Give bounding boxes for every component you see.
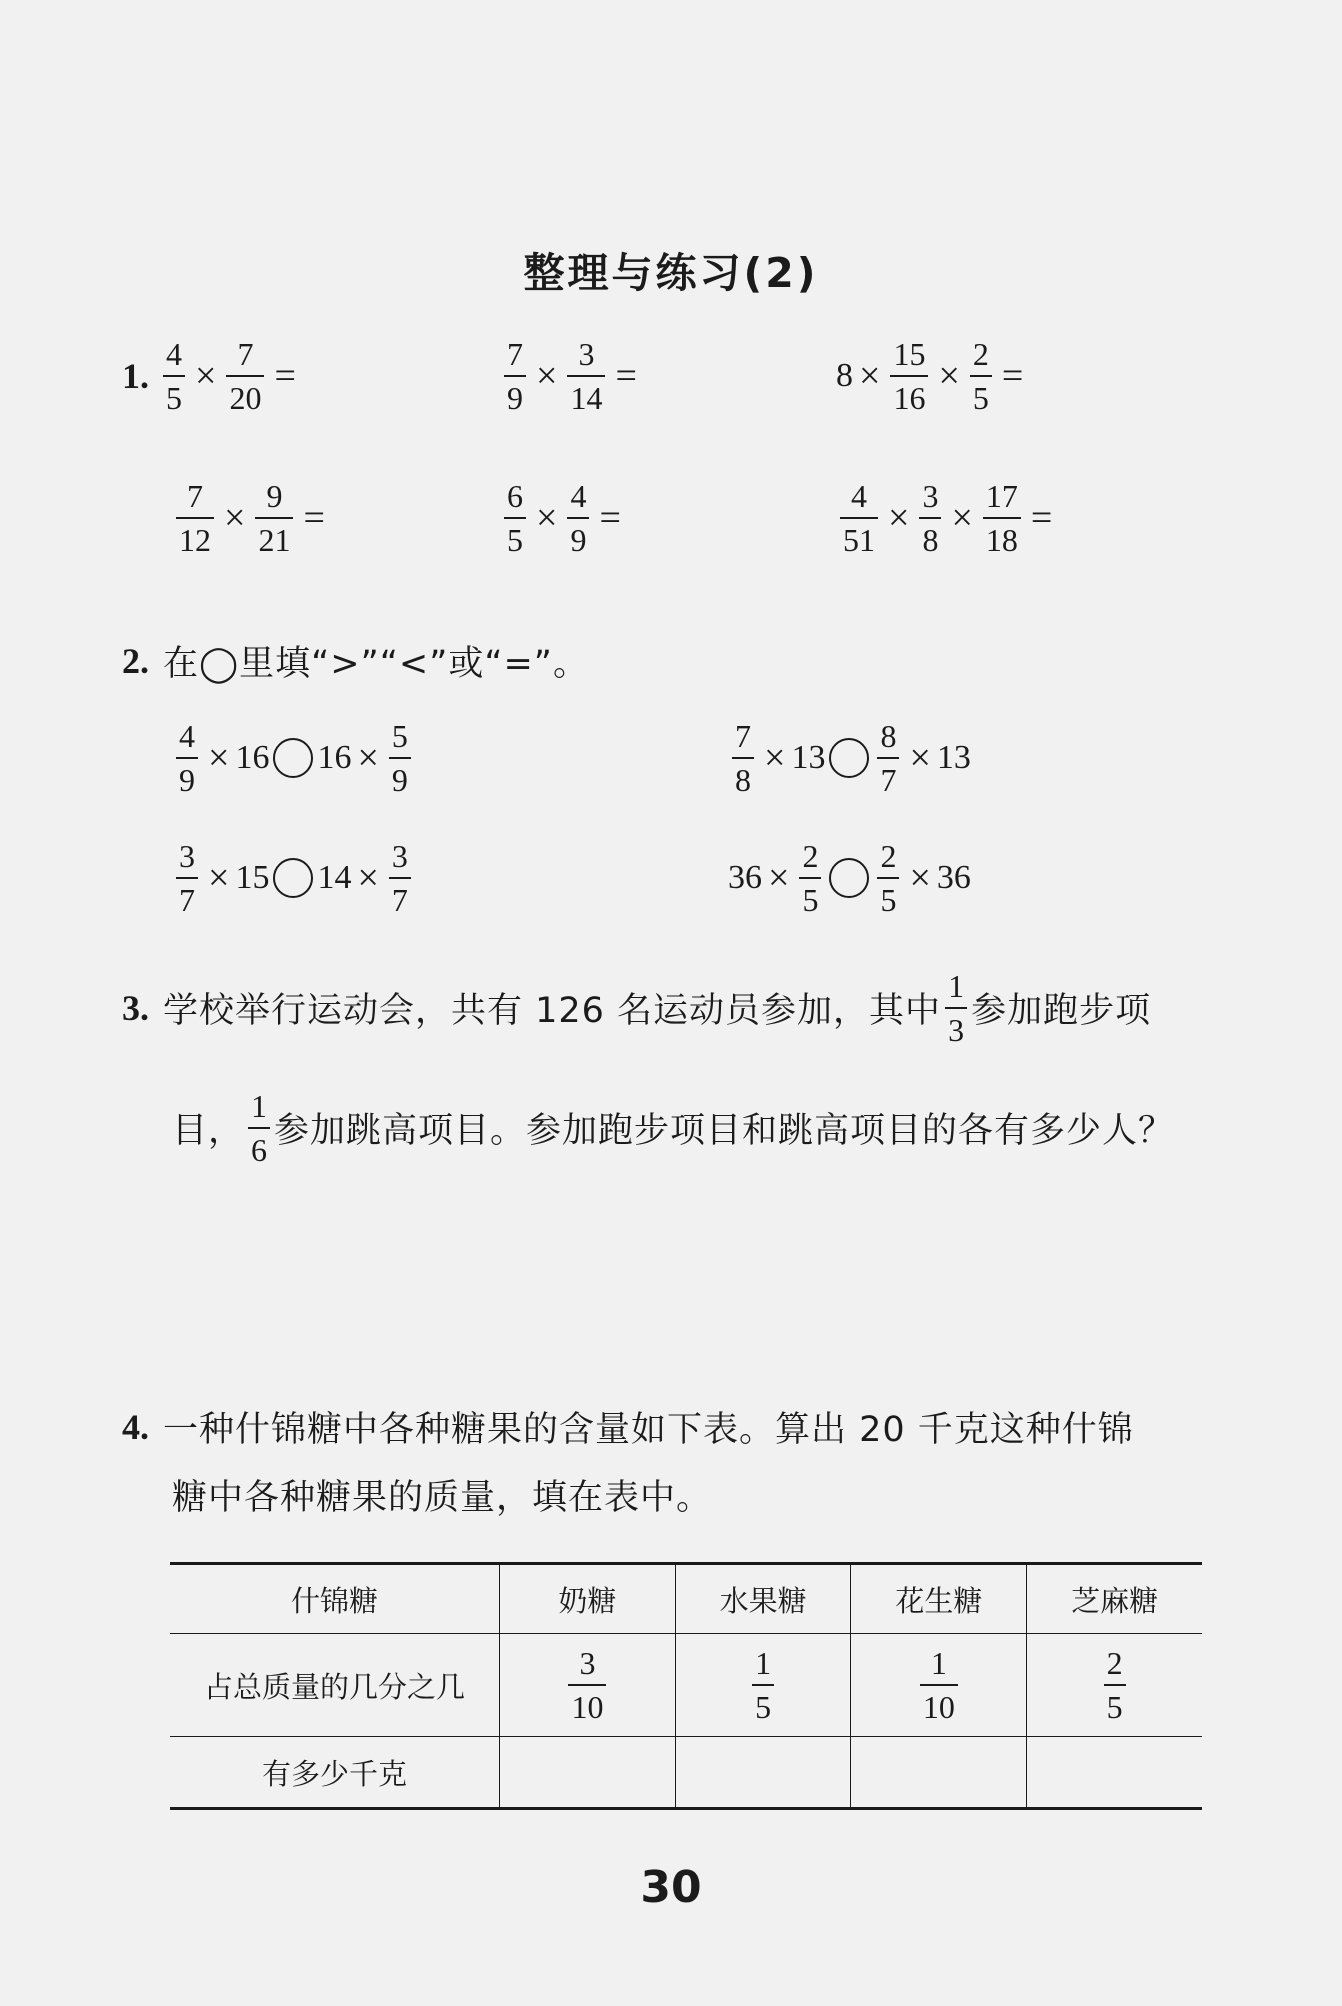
fraction: $\frac{2}{5}$ xyxy=(1104,1647,1126,1723)
q4-line2 xyxy=(172,1470,712,1520)
equals-sign: = xyxy=(274,355,296,397)
table-cell xyxy=(851,1634,1027,1737)
times-sign: × xyxy=(224,497,246,539)
answer-cell[interactable] xyxy=(500,1737,676,1809)
table-row-kg xyxy=(170,1737,1202,1809)
fraction: $\frac{1}{10}$ xyxy=(920,1647,958,1723)
times-sign: × xyxy=(909,857,931,899)
times-sign: × xyxy=(888,497,910,539)
fraction: $\frac{3}{10}$ xyxy=(568,1647,606,1723)
page-title: 整理与练习(2) xyxy=(523,249,819,297)
q2-item-a xyxy=(172,720,415,796)
fraction: $\frac{7}{8}$ xyxy=(732,720,754,796)
times-sign: × xyxy=(859,355,881,397)
q1-row1-c xyxy=(836,338,1029,414)
table-header-cell: 花生糖 xyxy=(851,1564,1027,1634)
answer-cell[interactable] xyxy=(675,1737,851,1809)
equals-sign: = xyxy=(615,355,637,397)
table-header-cell: 芝麻糖 xyxy=(1027,1564,1202,1634)
q1-row2-c xyxy=(836,480,1058,556)
times-sign: × xyxy=(764,737,786,779)
fraction: $\frac{4}{51}$ xyxy=(840,480,878,556)
fraction: $\frac{1}{5}$ xyxy=(752,1647,774,1723)
times-sign: × xyxy=(195,355,217,397)
table-row-label: 有多少千克 xyxy=(170,1737,500,1809)
fraction: $\frac{15}{16}$ xyxy=(890,338,928,414)
compare-circle[interactable] xyxy=(273,858,313,898)
fraction: $\frac{5}{9}$ xyxy=(389,720,411,796)
compare-circle[interactable] xyxy=(829,738,869,778)
q4-text: 一种什锦糖中各种糖果的含量如下表。算出 20 千克这种什锦 xyxy=(163,1410,1134,1450)
q1-row2-b xyxy=(500,480,627,556)
q3-text: 参加跑步项 xyxy=(971,991,1152,1031)
table-header-cell: 什锦糖 xyxy=(170,1564,500,1634)
number: 16 xyxy=(317,739,352,776)
q1-row1-b xyxy=(500,338,643,414)
fraction: $\frac{1}{3}$ xyxy=(945,970,967,1046)
q3-text: 学校举行运动会，共有 126 名运动员参加，其中 xyxy=(163,991,942,1031)
fraction: $\frac{3}{8}$ xyxy=(919,480,941,556)
times-sign: × xyxy=(357,737,379,779)
q3-line2 xyxy=(172,1090,1174,1166)
times-sign: × xyxy=(536,355,558,397)
fraction: $\frac{1}{6}$ xyxy=(248,1090,270,1166)
q4-text: 糖中各种糖果的质量，填在表中。 xyxy=(172,1478,713,1518)
fraction: $\frac{2}{5}$ xyxy=(877,840,899,916)
q1-row1-a xyxy=(122,338,302,414)
compare-circle[interactable] xyxy=(273,738,313,778)
q3-line1 xyxy=(122,970,1151,1046)
answer-cell[interactable] xyxy=(1027,1737,1202,1809)
times-sign: × xyxy=(951,497,973,539)
times-sign: × xyxy=(938,355,960,397)
table-cell xyxy=(500,1634,676,1737)
fraction: $\frac{4}{5}$ xyxy=(163,338,185,414)
fraction: $\frac{3}{14}$ xyxy=(567,338,605,414)
fraction: $\frac{8}{7}$ xyxy=(877,720,899,796)
q3-answer-area[interactable] xyxy=(172,1180,1232,1380)
times-sign: × xyxy=(208,857,230,899)
number: 36 xyxy=(936,859,971,896)
fraction: $\frac{7}{9}$ xyxy=(504,338,526,414)
q4-line1 xyxy=(122,1402,1134,1452)
table-header-row xyxy=(170,1564,1202,1634)
fraction: $\frac{4}{9}$ xyxy=(176,720,198,796)
q2-item-b xyxy=(728,720,971,796)
times-sign: × xyxy=(357,857,379,899)
q2-prompt-line xyxy=(122,636,589,686)
table-cell xyxy=(675,1634,851,1737)
q2-item-c xyxy=(172,840,415,916)
q3-text: 目， xyxy=(172,1111,245,1151)
candy-table xyxy=(170,1562,1202,1810)
q2-number: 2. xyxy=(122,641,149,681)
fraction: $\frac{4}{9}$ xyxy=(567,480,589,556)
fraction: $\frac{2}{5}$ xyxy=(799,840,821,916)
times-sign: × xyxy=(768,857,790,899)
whole-number: 8 xyxy=(836,357,853,394)
page-number: 30 xyxy=(640,1862,702,1913)
equals-sign: = xyxy=(303,497,325,539)
equals-sign: = xyxy=(1030,497,1053,539)
fraction: $\frac{6}{5}$ xyxy=(504,480,526,556)
q1-number: 1. xyxy=(122,356,149,396)
table-cell xyxy=(1027,1634,1202,1737)
table-header-cell: 水果糖 xyxy=(675,1564,851,1634)
number: 15 xyxy=(235,859,270,896)
fraction: $\frac{9}{21}$ xyxy=(255,480,293,556)
q3-text: 参加跳高项目。参加跑步项目和跳高项目的各有多少人？ xyxy=(274,1111,1175,1151)
times-sign: × xyxy=(208,737,230,779)
compare-circle[interactable] xyxy=(829,858,869,898)
number: 14 xyxy=(317,859,352,896)
fraction: $\frac{17}{18}$ xyxy=(983,480,1021,556)
q2-item-d xyxy=(728,840,971,916)
fraction: $\frac{2}{5}$ xyxy=(970,338,992,414)
number: 13 xyxy=(791,739,826,776)
times-sign: × xyxy=(909,737,931,779)
times-sign: × xyxy=(536,497,558,539)
q3-number: 3. xyxy=(122,988,149,1028)
table-row-fraction xyxy=(170,1634,1202,1737)
fraction: $\frac{7}{20}$ xyxy=(226,338,264,414)
number: 13 xyxy=(936,739,971,776)
fraction: $\frac{3}{7}$ xyxy=(389,840,411,916)
q1-row2-a xyxy=(172,480,331,556)
table-row-label: 占总质量的几分之几 xyxy=(170,1634,500,1737)
equals-sign: = xyxy=(599,497,621,539)
q2-prompt: 在◯里填“>”“<”或“=”。 xyxy=(163,644,589,684)
fraction: $\frac{7}{12}$ xyxy=(176,480,214,556)
equals-sign: = xyxy=(1001,355,1024,397)
number: 36 xyxy=(728,859,762,896)
number: 16 xyxy=(235,739,270,776)
q4-number: 4. xyxy=(122,1407,149,1447)
answer-cell[interactable] xyxy=(851,1737,1027,1809)
table-header-cell: 奶糖 xyxy=(500,1564,676,1634)
fraction: $\frac{3}{7}$ xyxy=(176,840,198,916)
